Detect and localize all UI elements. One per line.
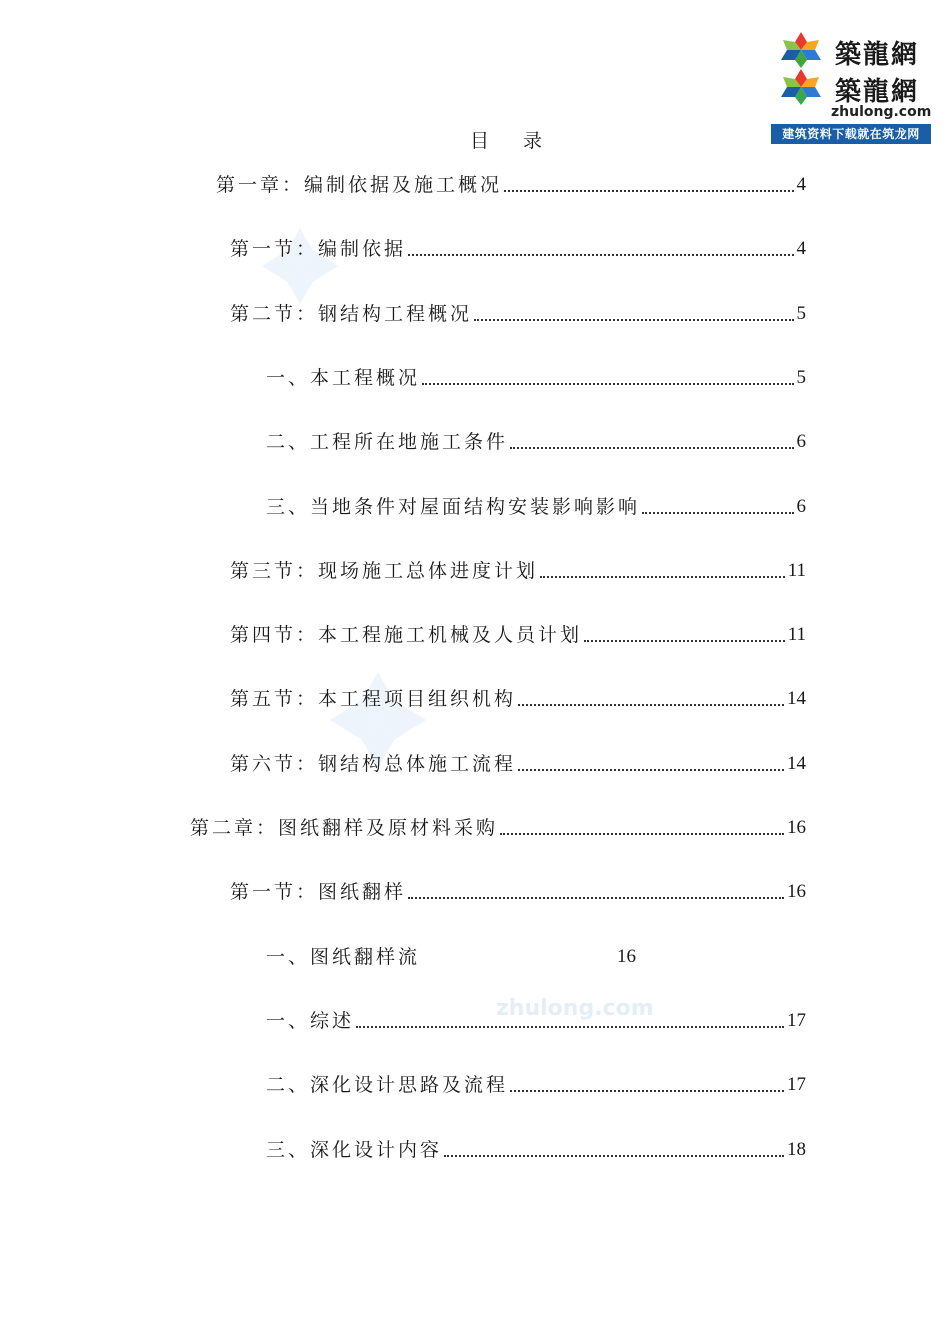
toc-entry[interactable]: [266, 1137, 806, 1163]
logo-brand-text: 築龍網: [835, 77, 920, 107]
toc-dot-leader: [642, 512, 793, 514]
toc-dot-leader: [500, 833, 784, 835]
toc-dot-leader: [540, 576, 785, 578]
toc-page-number: 16: [787, 817, 806, 838]
toc-entry-label: 二、工程所在地施工条件: [266, 431, 509, 453]
toc-page-number: 6: [796, 496, 806, 517]
toc-page-number: 18: [787, 1139, 806, 1160]
toc-page-number: 5: [796, 303, 806, 324]
toc-dot-leader: [518, 704, 784, 706]
toc-dot-leader: [408, 254, 793, 256]
toc-entry-label: 三、深化设计内容: [266, 1139, 443, 1161]
toc-entry[interactable]: [266, 494, 806, 520]
toc-entry-label: 第一节：编制依据: [230, 238, 407, 260]
watermark-text: zhulong.com: [496, 996, 654, 1021]
logo-brand-text: 築龍網: [835, 40, 920, 70]
toc-page-number: 5: [796, 367, 806, 388]
toc-entry-label: 一、综述: [266, 1010, 355, 1032]
toc-entry-label: 一、图纸翻样流: [266, 946, 421, 968]
toc-dot-leader: [504, 190, 793, 192]
toc-dot-leader: [510, 447, 793, 449]
toc-dot-leader: [510, 1090, 784, 1092]
toc-entry[interactable]: [230, 879, 806, 905]
toc-page-number: 16: [787, 881, 806, 902]
toc-entry[interactable]: [230, 751, 806, 777]
toc-entry[interactable]: [266, 365, 806, 391]
toc-entry[interactable]: [230, 686, 806, 712]
toc-page-number: 14: [787, 688, 806, 709]
toc-dot-leader: [356, 1026, 784, 1028]
logo-snowflake-icon: [777, 69, 825, 105]
toc-entry-label: 第四节：本工程施工机械及人员计划: [230, 624, 583, 646]
toc-entry[interactable]: [230, 622, 806, 648]
toc-entry[interactable]: [230, 301, 806, 327]
toc-entry-label: 第二章：图纸翻样及原材料采购: [190, 817, 499, 839]
toc-entry[interactable]: [190, 815, 806, 841]
logo-banner: 建筑资料下载就在筑龙网: [771, 124, 931, 144]
toc-entry[interactable]: [216, 172, 806, 198]
toc-dot-leader: [584, 640, 785, 642]
toc-entry-label: 一、本工程概况: [266, 367, 421, 389]
toc-dot-leader: [422, 383, 793, 385]
toc-page-number: 6: [796, 431, 806, 452]
toc-entry-label: 第三节：现场施工总体进度计划: [230, 560, 539, 582]
toc-entry-label: 三、当地条件对屋面结构安装影响影响: [266, 496, 641, 518]
toc-page-number: 4: [796, 238, 806, 259]
toc-entry-label: 第二节：钢结构工程概况: [230, 303, 473, 325]
toc-entry-label: 第六节：钢结构总体施工流程: [230, 753, 517, 775]
logo-snowflake-icon: [777, 32, 825, 68]
toc-page-number: 14: [787, 753, 806, 774]
toc-entry-label: 二、深化设计思路及流程: [266, 1074, 509, 1096]
toc-entry[interactable]: [230, 558, 806, 584]
toc-page-number: 16: [617, 946, 636, 967]
toc-dot-leader: [408, 897, 784, 899]
toc-entry[interactable]: [266, 1008, 806, 1034]
toc-entry-label: 第一章：编制依据及施工概况: [216, 174, 503, 196]
toc-page-number: 4: [796, 174, 806, 195]
toc-page-number: 17: [787, 1010, 806, 1031]
toc-entry[interactable]: [266, 429, 806, 455]
toc-entry[interactable]: [230, 236, 806, 262]
toc-dot-leader: [444, 1155, 784, 1157]
toc-dot-leader: [474, 319, 793, 321]
toc-page-number: 11: [787, 624, 806, 645]
toc-page-number: 17: [787, 1074, 806, 1095]
toc-entry[interactable]: [266, 944, 636, 970]
toc-dot-leader: [518, 769, 784, 771]
toc-title: 目 录: [469, 130, 557, 152]
toc-entry-label: 第一节：图纸翻样: [230, 881, 407, 903]
logo-domain: zhulong.com: [831, 104, 932, 120]
toc-entry[interactable]: [266, 1072, 806, 1098]
toc-entry-label: 第五节：本工程项目组织机构: [230, 688, 517, 710]
toc-page-number: 11: [787, 560, 806, 581]
